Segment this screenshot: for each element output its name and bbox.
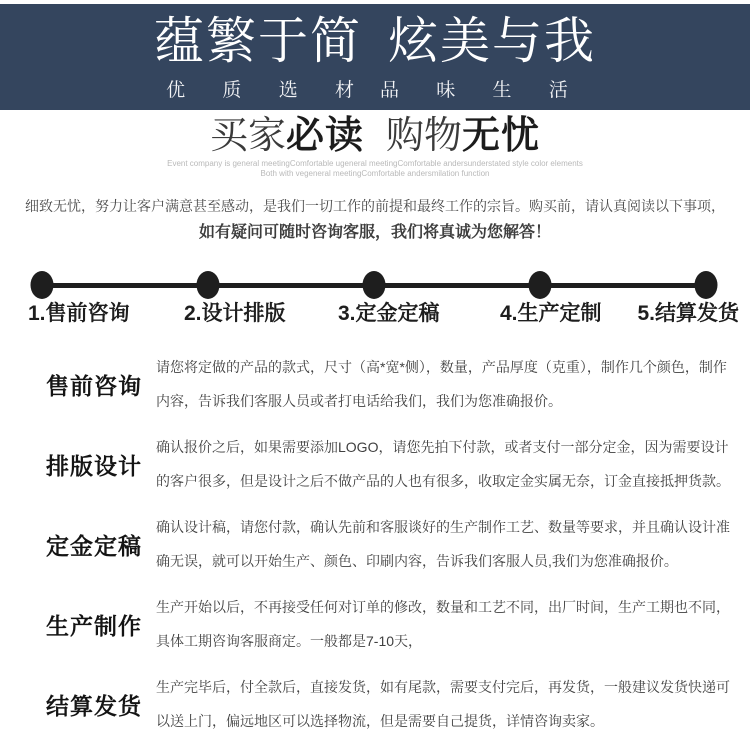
headline-part3: 购物 xyxy=(386,115,463,157)
section-deposit-body: 确认设计稿，请您付款，确认先前和客服谈好的生产制作工艺、数量等要求，并且确认设计准确无误，就可以开始生产、颜色、印刷内容，告诉我们客服人员,我们为您准确报价。 xyxy=(156,519,730,569)
timeline-dot-5 xyxy=(695,271,718,299)
section-presale xyxy=(0,350,750,418)
notice-line2: 如有疑问可随时咨询客服，我们将真诚为您解答！ xyxy=(198,224,551,241)
timeline-step-production: 4.生产定制 xyxy=(500,302,602,325)
section-presale-body: 请您将定做的产品的款式，尺寸（高*宽*侧），数量，产品厚度（克重），制作几个颜色，制作内容，告诉我们客服人员或者打电话给我们，我们为您准确报价。 xyxy=(156,359,727,409)
timeline-dot-1 xyxy=(31,271,54,299)
timeline-step-deposit: 3.定金定稿 xyxy=(338,302,440,325)
banner-title xyxy=(0,13,750,69)
timeline-dot-3 xyxy=(363,271,386,299)
detail-sections xyxy=(0,350,750,738)
section-presale-title: 售前咨询 xyxy=(46,372,142,399)
notice-line1: 细致无忧，努力让客户满意甚至感动，是我们一切工作的前提和最终工作的宗旨。购买前，请认真阅读以下事项， xyxy=(25,198,725,214)
timeline-dot-2 xyxy=(197,271,220,299)
headline xyxy=(0,115,750,157)
section-layout-design-body: 确认报价之后，如果需要添加LOGO，请您先拍下付款，或者支付一部分定金，因为需要设计的客户很多，但是设计之后不做产品的人也有很多，收取定金实属无奈，订金直接抵押货款。 xyxy=(156,439,730,489)
section-production xyxy=(0,590,750,658)
timeline-step-design: 2.设计排版 xyxy=(184,302,286,325)
section-production-title: 生产制作 xyxy=(46,612,142,639)
section-deposit-title: 定金定稿 xyxy=(46,532,142,559)
banner-title-right: 炫美与我 xyxy=(388,13,596,69)
section-settlement xyxy=(0,670,750,738)
section-layout-design-title: 排版设计 xyxy=(46,452,142,479)
banner-subtitle xyxy=(0,75,750,102)
timeline-step-shipping: 5.结算发货 xyxy=(637,302,739,325)
section-production-body: 生产开始以后，不再接受任何对订单的修改，数量和工艺不同，出厂时间，生产工期也不同，具体工期咨询客服商定。一般都是7-10天， xyxy=(156,599,730,649)
section-settlement-body: 生产完毕后，付全款后，直接发货，如有尾款，需要支付完后，再发货，一般建议发货快递可以送上门，偏远地区可以选择物流，但是需要自己提货，详情咨询卖家。 xyxy=(156,679,730,729)
hero-banner xyxy=(0,4,750,110)
section-deposit xyxy=(0,510,750,578)
filler-text xyxy=(0,159,750,179)
timeline-step-presale: 1.售前咨询 xyxy=(28,302,130,325)
banner-subtitle-right: 品 味 生 活 xyxy=(380,80,584,101)
timeline-dot-4 xyxy=(529,271,552,299)
headline-part1: 买家 xyxy=(209,115,286,157)
filler-line1: Event company is general meetingComfortable ugeneral meetingComfortable andersunderstated style color elements xyxy=(167,159,583,168)
headline-part4-bold: 无忧 xyxy=(462,115,541,157)
process-timeline xyxy=(0,259,750,329)
banner-subtitle-left: 优 质 选 材 xyxy=(166,80,370,101)
section-settlement-title: 结算发货 xyxy=(46,692,142,719)
headline-part2-bold: 必读 xyxy=(285,115,364,157)
section-layout-design xyxy=(0,430,750,498)
filler-line2: Both with vegeneral meetingComfortable andersmilation function xyxy=(260,169,490,178)
banner-title-left: 蕴繁于简 xyxy=(154,13,362,69)
